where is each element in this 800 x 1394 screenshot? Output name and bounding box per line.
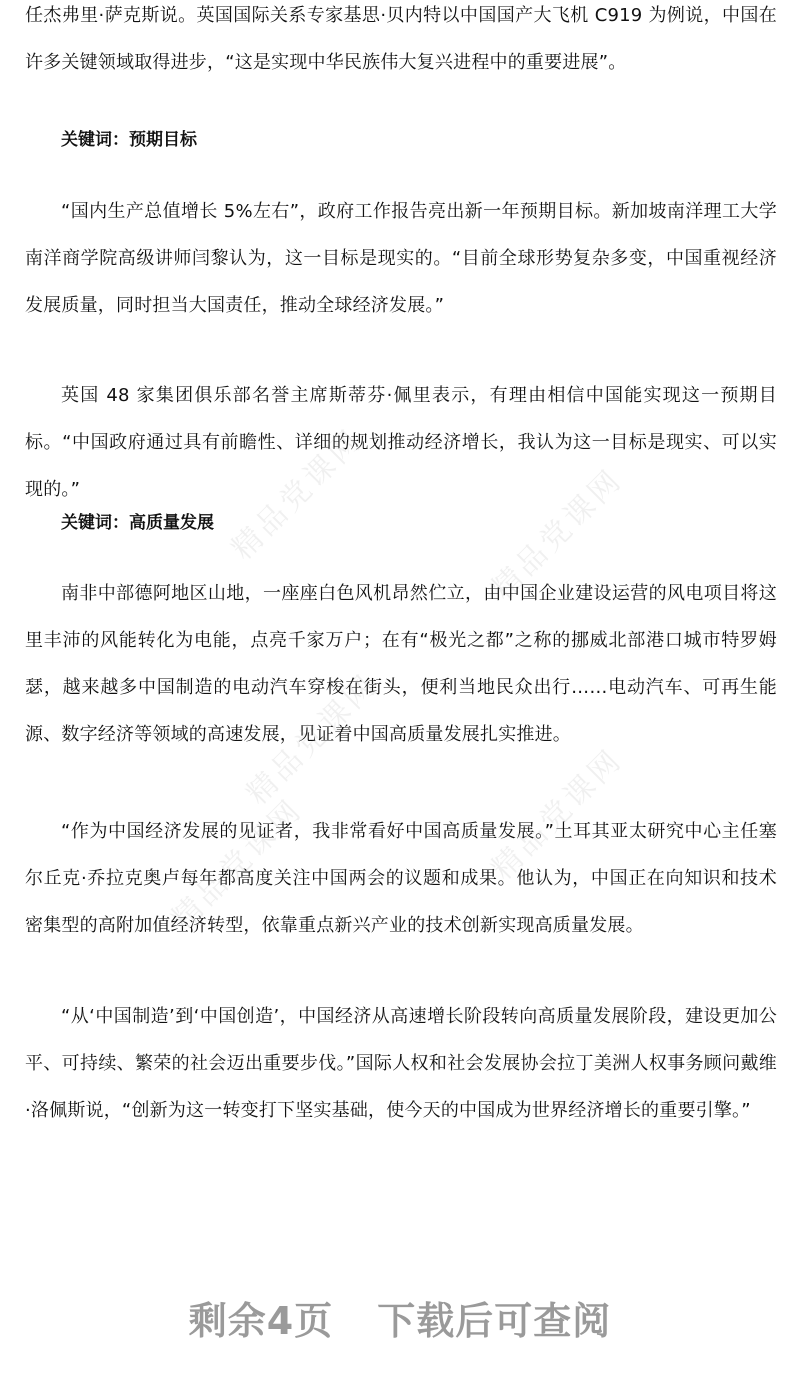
paragraph-gdp-target: “国内生产总值增长 5%左右”，政府工作报告亮出新一年预期目标。新加坡南洋理工大学南洋商学院高级讲师闫黎认为，这一目标是现实的。“目前全球形势复杂多变，中国重视经济发展质量，同时担当大国责任，推动全球经济发展。” xyxy=(25,201,777,316)
download-to-view-label[interactable]: 下载后可查阅 xyxy=(377,1299,612,1343)
paragraph-made-to-created: “从‘中国制造’到‘中国创造’，中国经济从高速增长阶段转向高质量发展阶段，建设更加公平、可持续、繁荣的社会迈出重要步伐。”国际人权和社会发展协会拉丁美洲人权事务顾问戴维·洛佩斯说，“创新为这一转变打下坚实基础，使今天的中国成为世界经济增长的重要引擎。” xyxy=(25,1006,777,1121)
download-banner[interactable] xyxy=(0,1290,800,1345)
heading-high-quality-development: 关键词：高质量发展 xyxy=(61,513,214,533)
paragraph-48-group-club: 英国 48 家集团俱乐部名誉主席斯蒂芬·佩里表示，有理由相信中国能实现这一预期目标。“中国政府通过具有前瞻性、详细的规划推动经济增长，我认为这一目标是现实、可以实现的。” xyxy=(25,385,777,500)
watermark-text: 精品党课网 xyxy=(239,666,385,812)
watermark-text: 精品党课网 xyxy=(164,791,310,937)
paragraph-wind-power-ev: 南非中部德阿地区山地，一座座白色风机昂然伫立，由中国企业建设运营的风电项目将这里丰沛的风能转化为电能，点亮千家万户；在有“极光之都”之称的挪威北部港口城市特罗姆瑟，越来越多中国制造的电动汽车穿梭在街头，便利当地民众出行……电动汽车、可再生能源、数字经济等领域的高速发展，见证着中国高质量发展扎实推进。 xyxy=(25,583,777,745)
watermark-text: 精品党课网 xyxy=(484,741,630,887)
remaining-pages-label[interactable]: 剩余4页 xyxy=(188,1299,334,1343)
paragraph-turkey-research: “作为中国经济发展的见证者，我非常看好中国高质量发展。”土耳其亚太研究中心主任塞尔丘克·乔拉克奥卢每年都高度关注中国两会的议题和成果。他认为，中国正在向知识和技术密集型的高附加值经济转型，依靠重点新兴产业的技术创新实现高质量发展。 xyxy=(25,821,777,936)
heading-expected-target: 关键词：预期目标 xyxy=(61,130,197,150)
paragraph-intro: 任杰弗里·萨克斯说。英国国际关系专家基思·贝内特以中国国产大飞机 C919 为例说，中国在许多关键领域取得进步，“这是实现中华民族伟大复兴进程中的重要进展”。 xyxy=(25,5,777,73)
watermark-text: 精品党课网 xyxy=(484,461,630,607)
watermark-text: 精品党课网 xyxy=(224,421,370,567)
